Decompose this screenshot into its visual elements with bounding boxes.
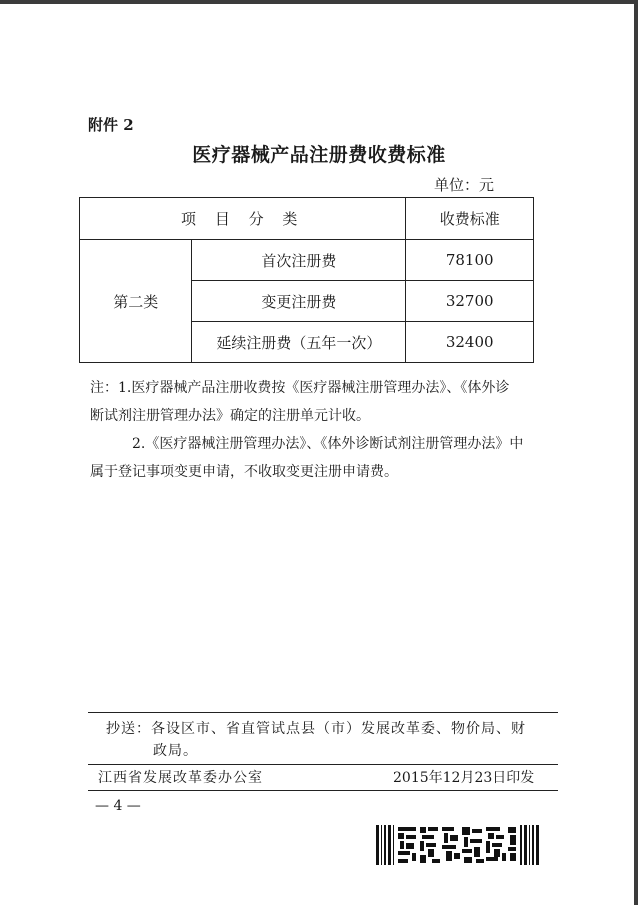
cc-line-1: 抄送：各设区市、省直管试点县（市）发展改革委、物价局、财	[106, 721, 526, 737]
fee-table	[79, 197, 534, 363]
fee-cell: 32700	[406, 281, 534, 322]
note-2-line-1: 2.《医疗器械注册管理办法》、《体外诊断试剂注册管理办法》中	[132, 436, 524, 452]
unit-label: 单位：元	[434, 176, 495, 194]
note-1	[90, 374, 560, 430]
note-1-line-1: 注：1.医疗器械产品注册收费按《医疗器械注册管理办法》、《体外诊	[90, 380, 510, 396]
barcode-icon	[376, 823, 540, 867]
page-frame-right	[634, 0, 638, 905]
document-title: 医疗器械产品注册费收费标准	[192, 144, 446, 166]
note-2	[90, 430, 560, 486]
page-number: — 4 —	[95, 798, 141, 814]
issued-date: 2015年12月23日印发	[393, 770, 535, 786]
fee-cell: 78100	[406, 240, 534, 281]
cc-list	[106, 718, 562, 762]
table-header-row	[80, 198, 534, 240]
footer-divider-middle	[88, 764, 558, 765]
header-fee: 收费标准	[406, 198, 534, 240]
item-cell: 变更注册费	[192, 281, 406, 322]
issuer: 江西省发展改革委办公室	[98, 770, 263, 786]
footer-divider-top	[88, 712, 558, 713]
table-row	[80, 240, 534, 281]
page-frame-top	[0, 0, 638, 4]
fee-cell: 32400	[406, 322, 534, 363]
item-cell: 延续注册费（五年一次）	[192, 322, 406, 363]
cc-line-2: 政局。	[153, 743, 198, 759]
note-2-line-2: 属于登记事项变更申请，不收取变更注册申请费。	[90, 464, 398, 480]
note-1-line-2: 断试剂注册管理办法》确定的注册单元计收。	[90, 408, 370, 424]
class-label-cell: 第二类	[80, 240, 192, 363]
item-cell: 首次注册费	[192, 240, 406, 281]
attachment-label: 附件 2	[88, 116, 134, 134]
footer-divider-bottom	[88, 790, 558, 791]
header-category: 项 目 分 类	[80, 198, 406, 240]
